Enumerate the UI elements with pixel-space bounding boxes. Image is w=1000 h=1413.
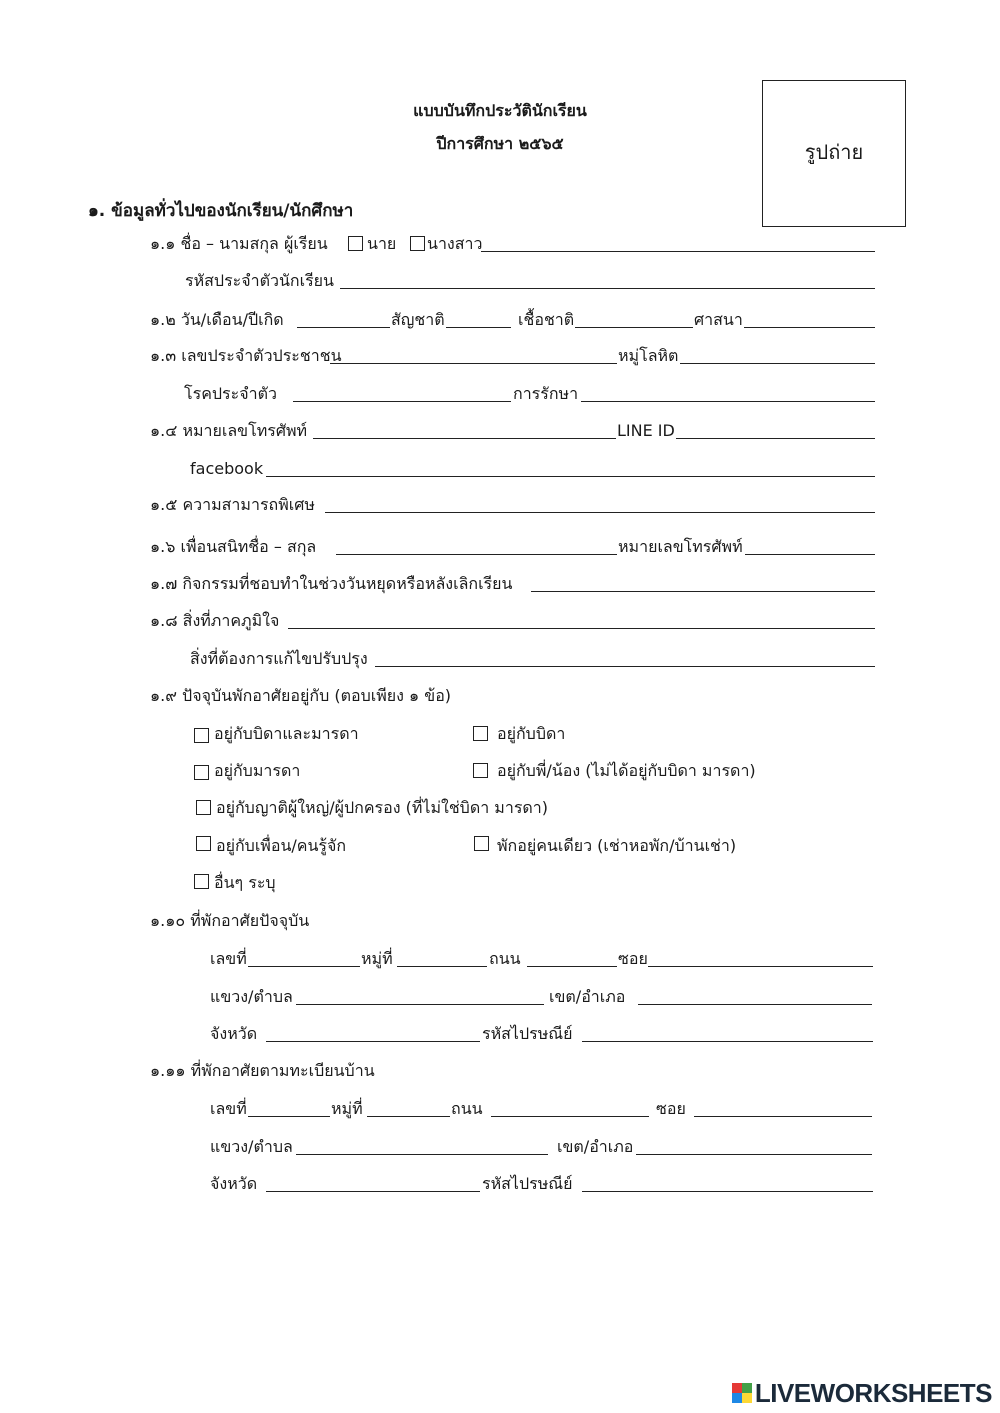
- liveworksheets-logo-icon: [732, 1383, 752, 1403]
- religion-input-line[interactable]: [744, 327, 875, 328]
- checkbox-alone[interactable]: [474, 836, 489, 851]
- improve-input-line[interactable]: [375, 666, 875, 667]
- liveworksheets-logo: [732, 1379, 992, 1407]
- registered-province-input[interactable]: [266, 1191, 480, 1192]
- logo-square-yellow: [742, 1393, 752, 1403]
- living-with-label: ๑.๙ ปัจจุบันพักอาศัยอยู่กับ (ตอบเพียง ๑ ข้อ): [150, 686, 452, 705]
- logo-square-green: [742, 1383, 752, 1393]
- best-friend-label: ๑.๖ เพื่อนสนิทชื่อ – สกุล: [150, 537, 317, 556]
- friend-phone-label: หมายเลขโทรศัพท์: [618, 537, 743, 556]
- talent-label: ๑.๕ ความสามารถพิเศษ: [150, 495, 315, 514]
- checkbox-other[interactable]: [194, 874, 209, 889]
- option-father: อยู่กับบิดา: [497, 724, 566, 743]
- treatment-input-line[interactable]: [581, 401, 875, 402]
- current-village-input[interactable]: [397, 966, 487, 967]
- birthdate-input-line[interactable]: [297, 327, 390, 328]
- checkbox-father[interactable]: [473, 726, 488, 741]
- treatment-label: การรักษา: [513, 384, 579, 403]
- line-id-label: LINE ID: [617, 421, 675, 440]
- registered-district-input[interactable]: [636, 1154, 872, 1155]
- registered-subdistrict-input[interactable]: [296, 1154, 548, 1155]
- citizen-id-label: ๑.๓ เลขประจำตัวประชาชน: [150, 346, 342, 365]
- birthdate-label: ๑.๒ วัน/เดือน/ปีเกิด: [150, 310, 284, 329]
- liveworksheets-brand: LIVEWORKSHEETS: [754, 1377, 992, 1408]
- nationality-input-line[interactable]: [446, 327, 511, 328]
- registered-road-input[interactable]: [491, 1116, 649, 1117]
- mr-label: นาย: [367, 234, 397, 253]
- race-input-line[interactable]: [575, 327, 693, 328]
- current-province-label: จังหวัด: [210, 1024, 258, 1043]
- checkbox-relatives[interactable]: [196, 800, 211, 815]
- name-label: ๑.๑ ชื่อ – นามสกุล ผู้เรียน: [150, 234, 328, 253]
- option-relatives: อยู่กับญาติผู้ใหญ่/ผู้ปกครอง (ที่ไม่ใช่บิดา มารดา): [216, 798, 549, 817]
- registered-postcode-input[interactable]: [582, 1191, 873, 1192]
- registered-address-heading: ๑.๑๑ ที่พักอาศัยตามทะเบียนบ้าน: [150, 1061, 375, 1080]
- current-village-label: หมู่ที่: [361, 949, 393, 968]
- student-id-label: รหัสประจำตัวนักเรียน: [185, 271, 334, 290]
- option-mother: อยู่กับมารดา: [214, 761, 301, 780]
- current-soi-label: ซอย: [618, 949, 648, 968]
- hobby-input-line[interactable]: [531, 591, 875, 592]
- academic-year: ปีการศึกษา ๒๕๖๕: [436, 134, 564, 153]
- current-road-label: ถนน: [489, 949, 521, 968]
- registered-house-no-input[interactable]: [248, 1116, 330, 1117]
- registered-house-no-label: เลขที่: [210, 1099, 247, 1118]
- citizen-id-input-line[interactable]: [330, 363, 617, 364]
- line-id-input-line[interactable]: [676, 438, 875, 439]
- registered-soi-input[interactable]: [694, 1116, 872, 1117]
- checkbox-miss[interactable]: [410, 236, 425, 251]
- pride-input-line[interactable]: [288, 628, 875, 629]
- option-friends: อยู่กับเพื่อน/คนรู้จัก: [216, 836, 347, 855]
- friend-phone-input-line[interactable]: [745, 554, 875, 555]
- phone-label: ๑.๔ หมายเลขโทรศัพท์: [150, 421, 308, 440]
- current-postcode-label: รหัสไปรษณีย์: [482, 1024, 573, 1043]
- checkbox-mr[interactable]: [348, 236, 363, 251]
- checkbox-siblings[interactable]: [473, 763, 488, 778]
- registered-postcode-label: รหัสไปรษณีย์: [482, 1174, 573, 1193]
- race-label: เชื้อชาติ: [518, 310, 575, 329]
- name-input-line[interactable]: [481, 251, 875, 252]
- current-house-no-input[interactable]: [248, 966, 360, 967]
- current-house-no-label: เลขที่: [210, 949, 247, 968]
- phone-input-line[interactable]: [313, 438, 616, 439]
- checkbox-friends[interactable]: [196, 836, 211, 851]
- photo-label: รูปถ่าย: [804, 140, 864, 164]
- registered-district-label: เขต/อำเภอ: [557, 1137, 634, 1156]
- current-subdistrict-input[interactable]: [296, 1004, 544, 1005]
- checkbox-parents[interactable]: [194, 728, 209, 743]
- logo-square-red: [732, 1383, 742, 1393]
- pride-label: ๑.๘ สิ่งที่ภาคภูมิใจ: [150, 611, 280, 630]
- registered-village-label: หมู่ที่: [331, 1099, 363, 1118]
- disease-label: โรคประจำตัว: [184, 384, 277, 403]
- photo-box[interactable]: [762, 80, 906, 227]
- registered-soi-label: ซอย: [656, 1099, 686, 1118]
- logo-square-blue: [732, 1393, 742, 1403]
- facebook-input-line[interactable]: [266, 476, 875, 477]
- current-subdistrict-label: แขวง/ตำบล: [210, 987, 293, 1006]
- current-address-heading: ๑.๑๐ ที่พักอาศัยปัจจุบัน: [150, 911, 310, 930]
- document-title: แบบบันทึกประวัตินักเรียน: [413, 101, 587, 120]
- current-province-input[interactable]: [266, 1041, 480, 1042]
- registered-subdistrict-label: แขวง/ตำบล: [210, 1137, 293, 1156]
- talent-input-line[interactable]: [325, 512, 875, 513]
- hobby-label: ๑.๗ กิจกรรมที่ชอบทำในช่วงวันหยุดหรือหลังเลิกเรียน: [150, 574, 513, 593]
- student-id-input-line[interactable]: [340, 288, 875, 289]
- section1-heading: ๑. ข้อมูลทั่วไปของนักเรียน/นักศึกษา: [88, 201, 354, 221]
- current-district-label: เขต/อำเภอ: [549, 987, 626, 1006]
- option-alone: พักอยู่คนเดียว (เช่าหอพัก/บ้านเช่า): [497, 836, 737, 855]
- best-friend-input-line[interactable]: [336, 554, 617, 555]
- option-siblings: อยู่กับพี่/น้อง (ไม่ได้อยู่กับบิดา มารดา): [497, 761, 756, 780]
- miss-label: นางสาว: [427, 234, 483, 253]
- current-district-input[interactable]: [638, 1004, 872, 1005]
- current-postcode-input[interactable]: [582, 1041, 873, 1042]
- option-parents: อยู่กับบิดาและมารดา: [214, 724, 359, 743]
- nationality-label: สัญชาติ: [391, 310, 445, 329]
- registered-province-label: จังหวัด: [210, 1174, 258, 1193]
- blood-type-input-line[interactable]: [680, 363, 875, 364]
- current-soi-input[interactable]: [648, 966, 873, 967]
- improve-label: สิ่งที่ต้องการแก้ไขปรับปรุง: [190, 649, 368, 668]
- current-road-input[interactable]: [527, 966, 617, 967]
- option-other: อื่นๆ ระบุ: [214, 873, 276, 892]
- registered-road-label: ถนน: [451, 1099, 483, 1118]
- blood-type-label: หมู่โลหิต: [618, 346, 679, 365]
- facebook-label: facebook: [190, 459, 264, 478]
- checkbox-mother[interactable]: [194, 765, 209, 780]
- disease-input-line[interactable]: [293, 401, 511, 402]
- religion-label: ศาสนา: [694, 310, 743, 329]
- registered-village-input[interactable]: [367, 1116, 450, 1117]
